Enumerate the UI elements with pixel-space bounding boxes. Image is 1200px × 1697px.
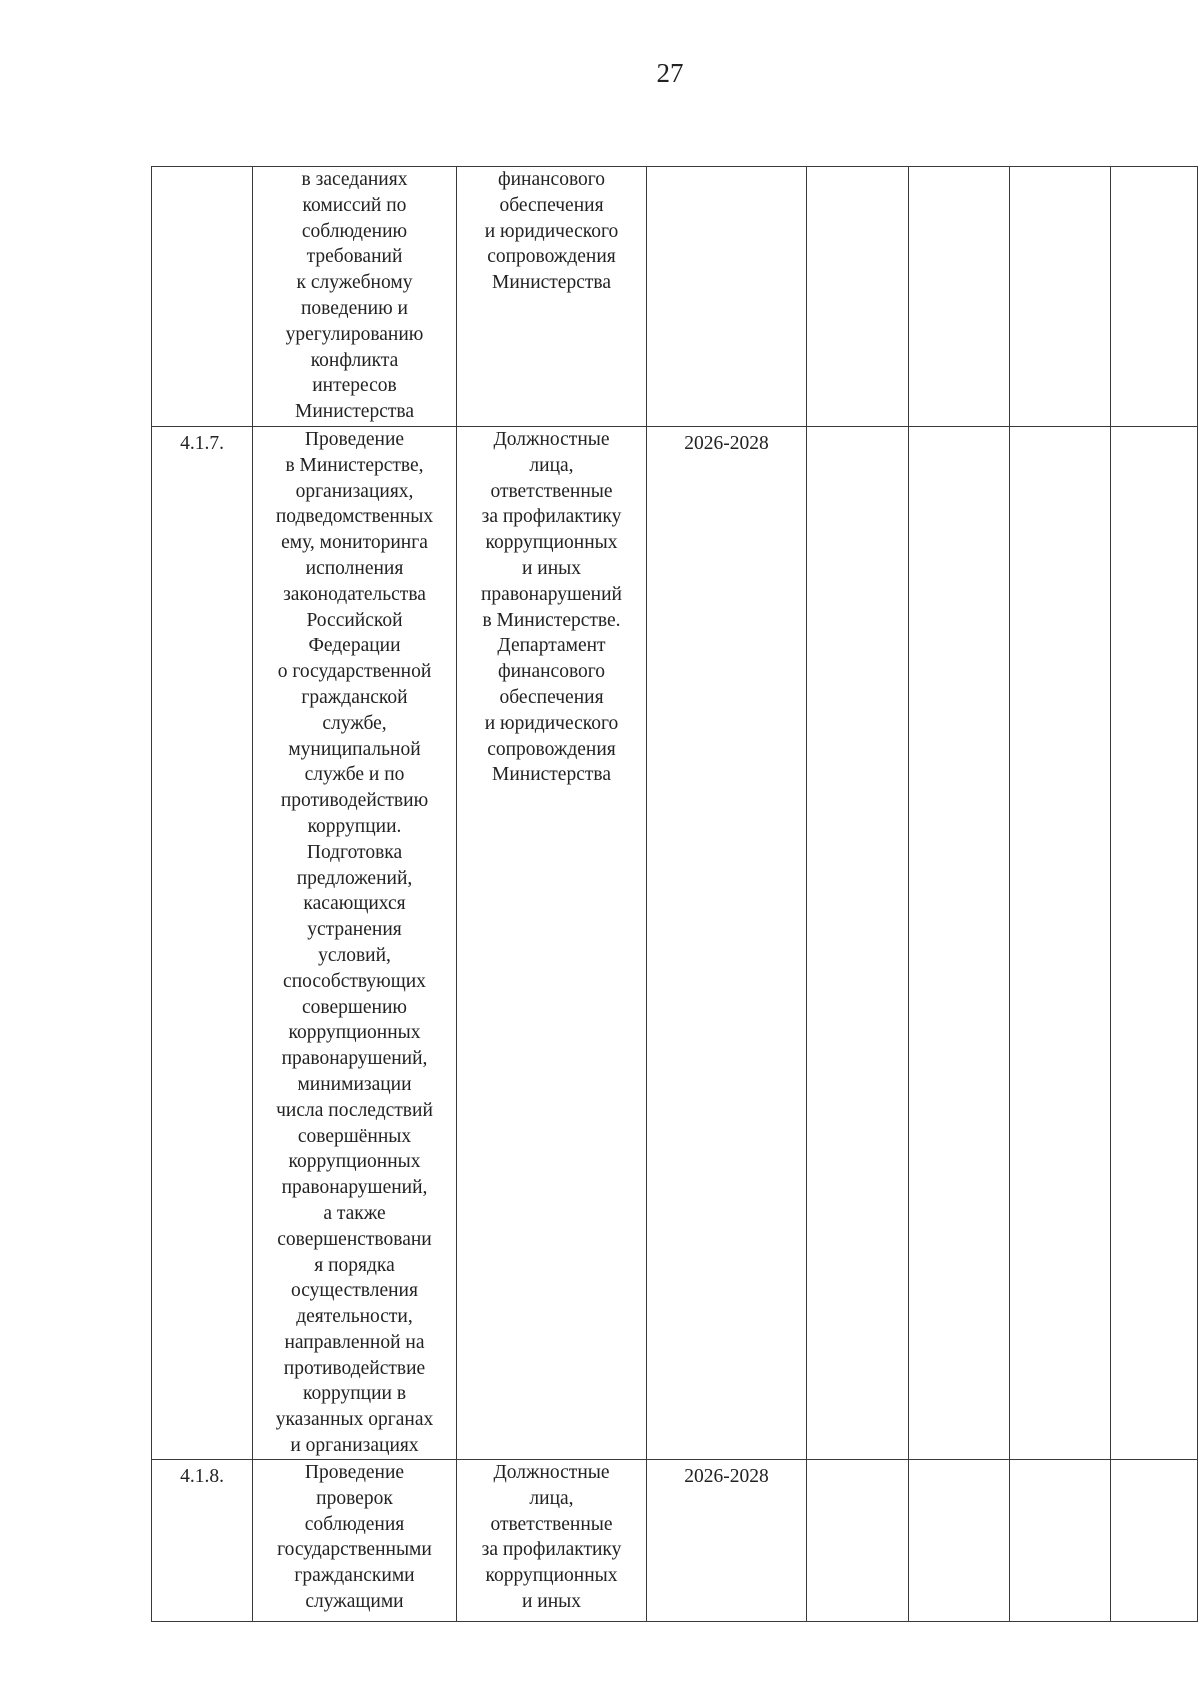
activity-line: требований [306, 246, 403, 268]
empty-cell [807, 1460, 909, 1622]
activity-line: минимизации [297, 1073, 412, 1095]
activity-line: служащими [305, 1590, 404, 1612]
responsible-cell [457, 1460, 647, 1622]
activity-line: Проведение [304, 429, 405, 450]
activity-line: Подготовка [306, 841, 403, 863]
activity-line: направленной на [284, 1331, 425, 1353]
responsible-line: Департамент [497, 635, 606, 657]
empty-cell [1111, 1460, 1198, 1622]
responsible-line: ответственные [490, 480, 613, 502]
activity-line: о государственной [277, 661, 432, 683]
responsible-line: Должностные [493, 429, 610, 450]
table-row [152, 167, 1198, 427]
activity-line: гражданскими [294, 1565, 415, 1587]
activity-line: подведомственных [275, 506, 434, 528]
responsible-line: коррупционных [485, 1565, 618, 1587]
responsible-line: и юридического [484, 220, 619, 242]
page-number: 27 [656, 58, 684, 88]
responsible-line: сопровождения [487, 246, 616, 268]
responsible-line: лица, [529, 454, 574, 476]
activity-line: устранения [307, 919, 402, 941]
item-number [152, 167, 253, 427]
activity-line: числа последствий [276, 1099, 433, 1121]
activity-line: муниципальной [288, 738, 421, 760]
activity-line: ему, мониторинга [281, 532, 428, 554]
activity-line: в заседаниях [301, 169, 408, 190]
activity-line: коррупционных [288, 1022, 421, 1044]
activity-line: к служебному [296, 272, 413, 294]
period-cell: 2026-2028 [647, 427, 807, 1460]
activity-line: и организациях [290, 1435, 419, 1457]
responsible-line: сопровождения [487, 738, 616, 760]
table-row [152, 1460, 1198, 1622]
responsible-line: финансового [497, 169, 606, 190]
period-cell: 2026-2028 [647, 1460, 807, 1622]
activity-line: соблюдению [301, 220, 408, 242]
responsible-line: ответственные [490, 1513, 613, 1535]
responsible-line: обеспечения [499, 194, 604, 216]
responsible-line: правонарушений [481, 583, 622, 605]
activity-line: гражданской [301, 686, 408, 708]
activity-line: интересов [312, 375, 397, 397]
responsible-line: и иных [521, 557, 582, 579]
responsible-line: и иных [521, 1590, 582, 1612]
activity-line: в Министерстве, [285, 454, 424, 476]
item-number: 4.1.8. [152, 1460, 253, 1622]
empty-cell [1111, 427, 1198, 1460]
plan-table [151, 166, 1198, 1622]
responsible-line: Министерства [491, 272, 611, 294]
activity-line: касающихся [303, 893, 406, 915]
activity-line: правонарушений, [281, 1177, 428, 1199]
empty-cell [909, 167, 1010, 427]
activity-line: урегулированию [285, 323, 424, 345]
activity-line: предложений, [296, 867, 413, 889]
responsible-cell [457, 427, 647, 1460]
activity-line: Российской [306, 609, 403, 631]
responsible-line: коррупционных [485, 532, 618, 554]
item-number: 4.1.7. [152, 427, 253, 1460]
empty-cell [909, 427, 1010, 1460]
responsible-line: обеспечения [499, 686, 604, 708]
activity-line: Министерства [294, 401, 414, 423]
empty-cell [807, 167, 909, 427]
activity-line: правонарушений, [281, 1048, 428, 1070]
activity-line: деятельности, [296, 1306, 413, 1328]
responsible-line: финансового [497, 661, 606, 683]
activity-line: соблюдения [304, 1513, 405, 1535]
activity-line: способствующих [283, 970, 426, 992]
responsible-line: лица, [529, 1487, 574, 1509]
activity-line: Федерации [308, 635, 401, 657]
activity-line: условий, [318, 944, 391, 966]
activity-line: совершению [301, 996, 407, 1018]
empty-cell [1111, 167, 1198, 427]
empty-cell [1010, 427, 1111, 1460]
activity-cell [253, 1460, 457, 1622]
responsible-line: за профилактику [481, 506, 622, 528]
activity-line: исполнения [305, 557, 404, 579]
responsible-line: за профилактику [481, 1539, 622, 1561]
activity-line: комиссий по [302, 194, 407, 216]
activity-line: я порядка [314, 1254, 395, 1276]
activity-line: поведению и [300, 297, 408, 319]
activity-line: службе, [322, 712, 387, 734]
activity-line: государственными [277, 1539, 432, 1561]
responsible-line: Должностные [493, 1462, 610, 1483]
empty-cell [807, 427, 909, 1460]
activity-line: коррупции в [302, 1383, 407, 1405]
responsible-cell [457, 167, 647, 427]
activity-line: Проведение [304, 1462, 405, 1483]
period-cell [647, 167, 807, 427]
activity-line: противодействию [280, 790, 429, 812]
activity-line: а также [323, 1202, 386, 1224]
activity-line: осуществления [291, 1280, 418, 1302]
responsible-line: и юридического [484, 712, 619, 734]
activity-cell [253, 167, 457, 427]
activity-line: законодательства [283, 583, 426, 605]
activity-line: коррупции. [307, 815, 402, 837]
activity-line: конфликта [310, 349, 399, 371]
activity-line: противодействие [283, 1357, 426, 1379]
activity-line: организациях, [295, 480, 414, 502]
empty-cell [1010, 1460, 1111, 1622]
table-row [152, 427, 1198, 1460]
activity-line: проверок [316, 1487, 393, 1509]
activity-line: коррупционных [288, 1151, 421, 1173]
empty-cell [1010, 167, 1111, 427]
activity-line: службе и по [304, 764, 405, 786]
activity-cell [253, 427, 457, 1460]
responsible-line: в Министерстве. [482, 609, 621, 631]
activity-line: указанных органах [275, 1409, 434, 1431]
activity-line: совершенствовани [277, 1228, 432, 1250]
activity-line: совершённых [297, 1125, 412, 1147]
empty-cell [909, 1460, 1010, 1622]
responsible-line: Министерства [491, 764, 611, 786]
